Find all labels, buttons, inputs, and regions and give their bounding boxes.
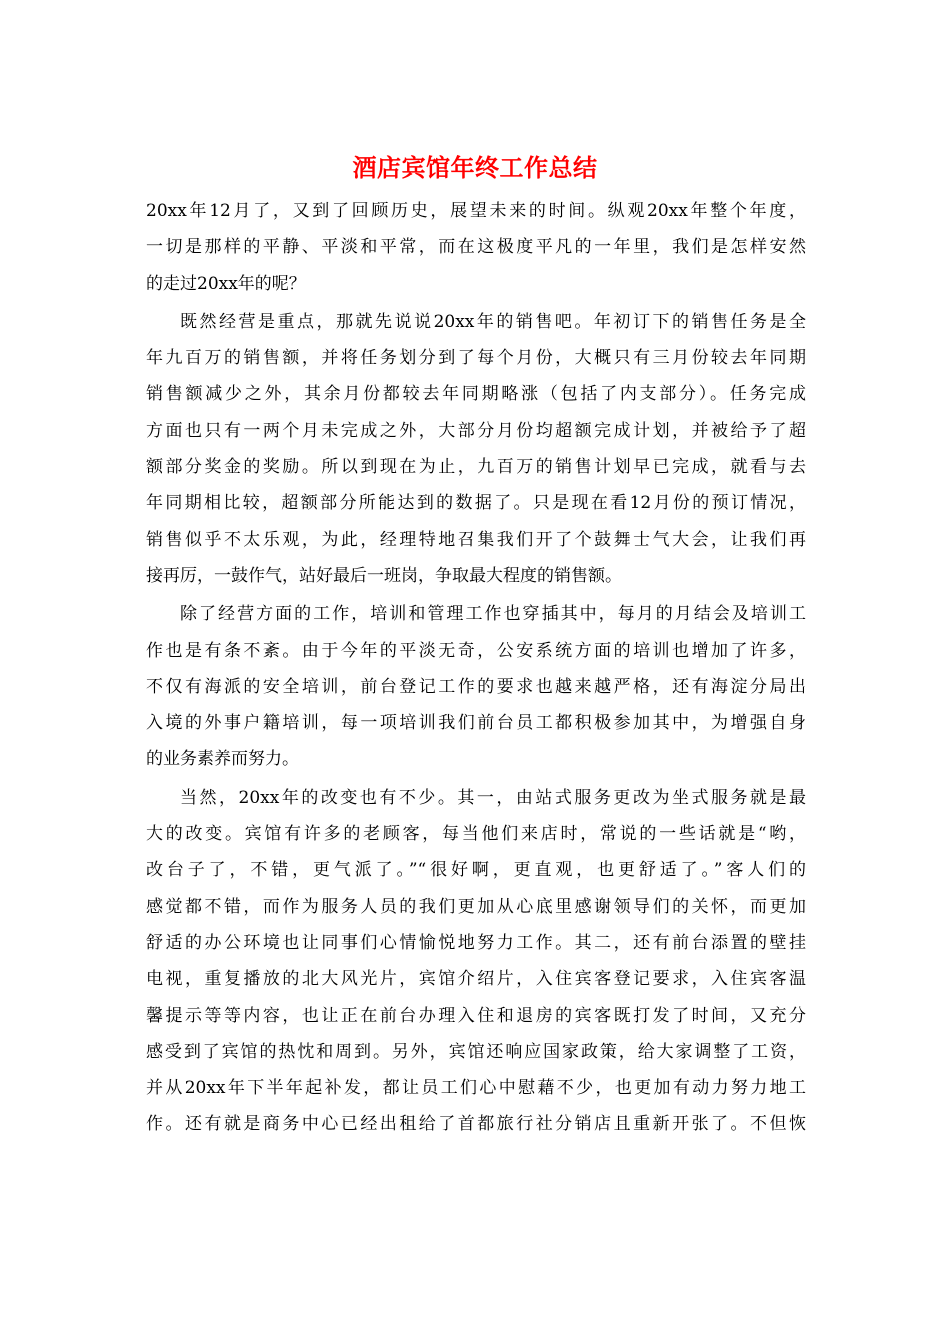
text-line: 入境的外事户籍培训，每一项培训我们前台员工都积极参加其中，为增强自身: [146, 713, 806, 734]
text-line: 一切是那样的平静、平淡和平常，而在这极度平凡的一年里，我们是怎样安然: [146, 237, 806, 258]
paragraph-3: [146, 596, 806, 777]
text-line: 作。还有就是商务中心已经出租给了首都旅行社分销店且重新开张了。不但恢: [146, 1114, 806, 1135]
text-line: 方面也只有一两个月未完成之外，大部分月份均超额完成计划，并被给予了超: [146, 420, 806, 441]
text-line: 的走过20xx年的呢？: [146, 273, 306, 294]
text-line: 感觉都不错，而作为服务人员的我们更加从心底里感谢领导们的关怀，而更加: [146, 896, 806, 917]
paragraph-4: [146, 780, 806, 1143]
text-line: 改台子了，不错，更气派了。”“很好啊，更直观，也更舒适了。”客人们的: [146, 860, 806, 881]
text-line: 大的改变。宾馆有许多的老顾客，每当他们来店时，常说的一些话就是“哟，: [146, 824, 806, 845]
text-line: 舒适的办公环境也让同事们心情愉悦地努力工作。其二，还有前台添置的壁挂: [146, 932, 806, 953]
text-line: 电视，重复播放的北大风光片，宾馆介绍片，入住宾客登记要求，入住宾客温: [146, 969, 806, 990]
text-line: 年九百万的销售额，并将任务划分到了每个月份，大概只有三月份较去年同期: [146, 348, 806, 369]
text-line: 不仅有海派的安全培训，前台登记工作的要求也越来越严格，还有海淀分局出: [146, 676, 806, 697]
text-line: 额部分奖金的奖励。所以到现在为止，九百万的销售计划早已完成，就看与去: [146, 457, 806, 478]
paragraph-1: [146, 193, 806, 302]
text-line: 并从20xx年下半年起补发，都让员工们心中慰藉不少，也更加有动力努力地工: [146, 1078, 806, 1099]
text-line: 当然，20xx年的改变也有不少。其一，由站式服务更改为坐式服务就是最: [180, 787, 806, 808]
text-line: 接再厉，一鼓作气，站好最后一班岗，争取最大程度的销售额。: [146, 565, 622, 586]
text-line: 的业务素养而努力。: [146, 749, 299, 770]
text-line: 感受到了宾馆的热忱和周到。另外，宾馆还响应国家政策，给大家调整了工资，: [146, 1041, 806, 1062]
text-line: 既然经营是重点，那就先说说20xx年的销售吧。年初订下的销售任务是全: [180, 311, 806, 332]
text-line: 销售似乎不太乐观，为此，经理特地召集我们开了个鼓舞士气大会，让我们再: [146, 529, 806, 550]
paragraph-2: [146, 304, 806, 594]
document-body: [146, 193, 806, 1145]
document-title: 酒店宾馆年终工作总结: [352, 153, 598, 182]
text-line: 馨提示等等内容，也让正在前台办理入住和退房的宾客既打发了时间，又充分: [146, 1005, 806, 1026]
text-line: 销售额减少之外，其余月份都较去年同期略涨（包括了内支部分）。任务完成: [146, 384, 806, 405]
text-line: 20xx年12月了，又到了回顾历史，展望未来的时间。纵观20xx年整个年度，: [146, 201, 806, 221]
text-line: 除了经营方面的工作，培训和管理工作也穿插其中，每月的月结会及培训工: [180, 604, 806, 625]
text-line: 作也是有条不紊。由于今年的平淡无奇，公安系统方面的培训也增加了许多，: [146, 640, 806, 661]
text-line: 年同期相比较，超额部分所能达到的数据了。只是现在看12月份的预订情况，: [146, 493, 806, 514]
